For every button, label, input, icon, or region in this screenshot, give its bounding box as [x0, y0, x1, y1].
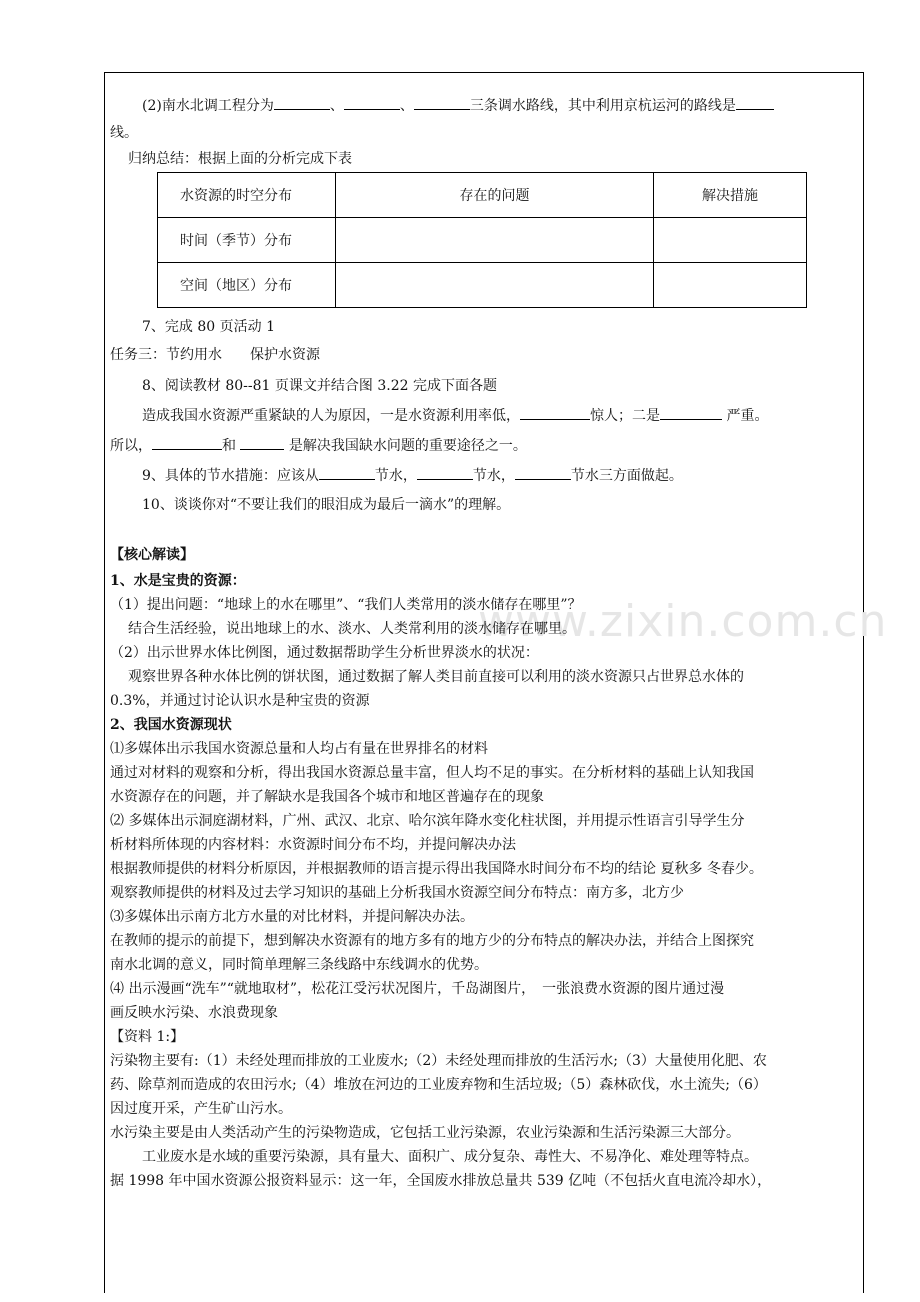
- summary-intro: 归纳总结：根据上面的分析完成下表: [128, 151, 352, 167]
- q9-text-c: 节水，: [472, 468, 515, 484]
- core-heading: 【核心解读】: [110, 547, 194, 563]
- para: 0.3%，并通过讨论认识水是种宝贵的资源: [110, 693, 370, 709]
- blank-q9-1[interactable]: [319, 466, 375, 480]
- task3-heading: 任务三：节约用水 保护水资源: [110, 347, 320, 363]
- q8-line-a: [142, 406, 768, 425]
- blank-q9-3[interactable]: [515, 466, 571, 480]
- blank-q8-3[interactable]: [152, 436, 222, 450]
- q-route-text: (2)南水北调工程分为: [142, 98, 274, 114]
- summary-table: [157, 172, 807, 308]
- blank-q8-1[interactable]: [520, 406, 590, 420]
- para: ⑷ 出示漫画“洗车”“就地取材”，松花江受污状况图片，千岛湖图片， 一张浪费水资源的图片通过漫: [110, 981, 725, 997]
- para: 通过对材料的观察和分析，得出我国水资源总量丰富，但人均不足的事实。在分析材料的基础上认知我国: [110, 765, 754, 781]
- para: ⑴多媒体出示我国水资源总量和人均占有量在世界排名的材料: [110, 741, 488, 757]
- blank-route-1[interactable]: [274, 96, 330, 110]
- table-row: [158, 218, 807, 263]
- para: 在教师的提示的前提下，想到解决水资源有的地方多有的地方少的分布特点的解决办法，并结合上图探究: [110, 933, 754, 949]
- para: 工业废水是水域的重要污染源，具有量大、面积广、成分复杂、毒性大、不易净化、难处理等特点。: [142, 1149, 758, 1165]
- q-route-end: 线。: [110, 125, 138, 141]
- table-header: 解决措施: [654, 173, 807, 218]
- q9-text-b: 节水，: [374, 468, 417, 484]
- blank-q8-4[interactable]: [240, 436, 284, 450]
- q10: 10、谈谈你对“不要让我们的眼泪成为最后一滴水”的理解。: [142, 497, 511, 513]
- q8-text-b3: 是解决我国缺水问题的重要途径之一。: [284, 438, 527, 454]
- para: 观察世界各种水体比例的饼状图，通过数据了解人类目前直接可以利用的淡水资源只占世界总水体的: [128, 669, 744, 685]
- cell-problem-time[interactable]: [336, 218, 654, 263]
- para: 析材料所体现的内容材料：水资源时间分布不均，并提问解决办法: [110, 837, 516, 853]
- para: （2）出示世界水体比例图，通过数据帮助学生分析世界淡水的状况：: [110, 645, 539, 661]
- table-row: [158, 263, 807, 308]
- para: 药、除草剂而造成的农田污水;（4）堆放在河边的工业废弃物和生活垃圾;（5）森林砍伐，水土流失;（6）: [110, 1077, 767, 1093]
- blank-route-3[interactable]: [414, 96, 470, 110]
- q8-text-a2: 惊人；二是: [590, 408, 660, 424]
- para: ⑶多媒体出示南方北方水量的对比材料，并提问解决办法。: [110, 909, 474, 925]
- para: 因过度开采，产生矿山污水。: [110, 1101, 292, 1117]
- para: ⑵ 多媒体出示洞庭湖材料，广州、武汉、北京、哈尔滨年降水变化柱状图，并用提示性语言引导学生分: [110, 813, 745, 829]
- cell-problem-space[interactable]: [336, 263, 654, 308]
- para: 观察教师提供的材料及过去学习知识的基础上分析我国水资源空间分布特点：南方多，北方少: [110, 885, 684, 901]
- para: 污染物主要有:（1）未经处理而排放的工业废水;（2）未经处理而排放的生活污水;（3）大量使用化肥、农: [110, 1053, 767, 1069]
- blank-route-canal[interactable]: [736, 96, 774, 110]
- blank-q8-2[interactable]: [660, 406, 722, 420]
- row-label-space: 空间（地区）分布: [158, 263, 336, 308]
- q8-text-a3: 严重。: [722, 408, 769, 424]
- blank-route-2[interactable]: [344, 96, 400, 110]
- q9-text-d: 节水三方面做起。: [570, 468, 683, 484]
- q8-line-b: [110, 436, 527, 455]
- watermark: www.zixin.com.cn: [478, 596, 888, 647]
- q7: 7、完成 80 页活动 1: [142, 319, 275, 335]
- para: 根据教师提供的材料分析原因，并根据教师的语言提示得出我国降水时间分布不均的结论 夏秋多 冬春少。: [110, 861, 763, 877]
- table-header: 水资源的时空分布: [158, 173, 336, 218]
- q9-line: [142, 466, 683, 485]
- table-header-row: [158, 173, 807, 218]
- q8: 8、阅读教材 80--81 页课文并结合图 3.22 完成下面各题: [142, 378, 497, 394]
- section-1-heading: 1、水是宝贵的资源：: [110, 573, 246, 589]
- q9-text-a: 9、具体的节水措施：应该从: [142, 468, 319, 484]
- table-header: 存在的问题: [336, 173, 654, 218]
- para: 结合生活经验，说出地球上的水、淡水、人类常利用的淡水储存在哪里。: [128, 621, 576, 637]
- q8-text-a1: 造成我国水资源严重紧缺的人为原因，一是水资源利用率低，: [142, 408, 520, 424]
- blank-q9-2[interactable]: [417, 466, 473, 480]
- para: 水污染主要是由人类活动产生的污染物造成，它包括工业污染源，农业污染源和生活污染源三大部分。: [110, 1125, 740, 1141]
- para: 水资源存在的问题，并了解缺水是我国各个城市和地区普遍存在的现象: [110, 789, 544, 805]
- para: （1）提出问题：“地球上的水在哪里”、“我们人类常用的淡水储存在哪里”？: [110, 597, 582, 613]
- resource-1-heading: 【资料 1:】: [110, 1029, 185, 1045]
- section-2-heading: 2、我国水资源现状: [110, 717, 232, 733]
- row-label-time: 时间（季节）分布: [158, 218, 336, 263]
- cell-solution-time[interactable]: [654, 218, 807, 263]
- para: 南水北调的意义，同时简单理解三条线路中东线调水的优势。: [110, 957, 488, 973]
- para: 画反映水污染、水浪费现象: [110, 1005, 278, 1021]
- q8-text-b2: 和: [222, 438, 241, 454]
- q8-text-b1: 所以，: [110, 438, 152, 454]
- q-route-text-2: 三条调水路线，其中利用京杭运河的路线是: [469, 98, 736, 114]
- q-route-line: (2)南水北调工程分为 、 、 三条调水路线，其中利用京杭运河的路线是: [142, 96, 774, 115]
- para: 据 1998 年中国水资源公报资料显示：这一年，全国废水排放总量共 539 亿吨（不包括火直电流冷却水），: [110, 1173, 772, 1189]
- cell-solution-space[interactable]: [654, 263, 807, 308]
